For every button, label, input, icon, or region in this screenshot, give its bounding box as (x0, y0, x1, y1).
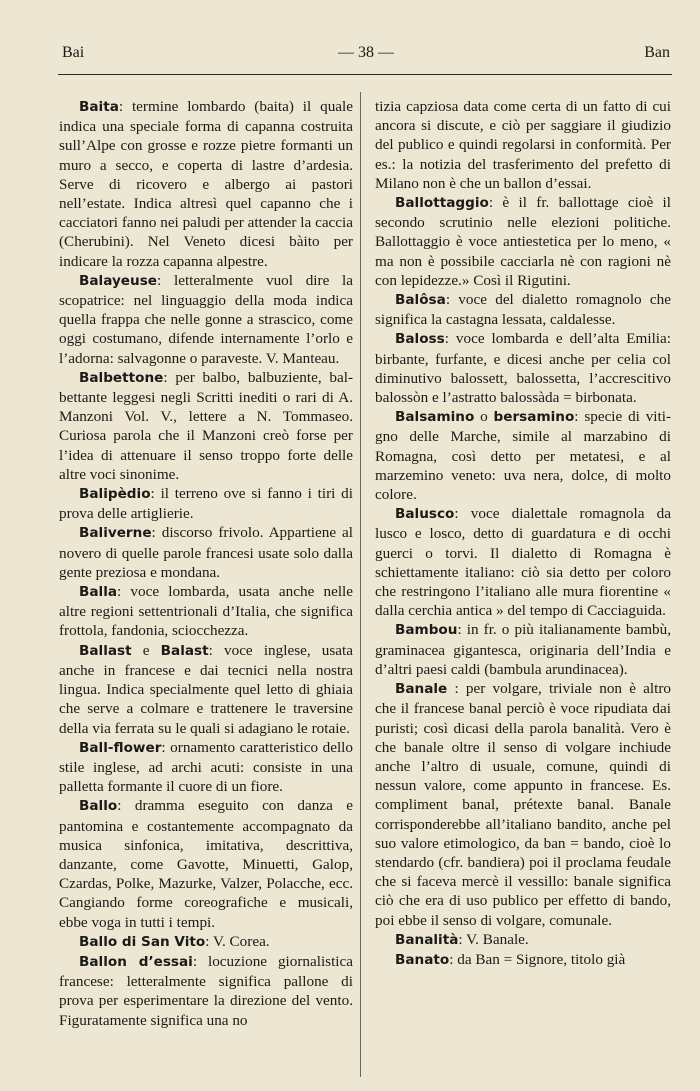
definition: : in fr. o più italianamente bambù, graminacea gigantesca, originaria dell’India e d’altri paesi caldi (bambula arundinacea). (375, 621, 671, 678)
header-rule (58, 74, 672, 75)
entry-ballo (59, 796, 353, 931)
definition: : letteralmente vuol dire la scopatrice: nel linguaggio della moda indica quella frappa che nelle gonne a strascico, come oggi costumano, difende internamente l’orlo e l’adorna: salvagonne o paraveste. V. Manteau. (59, 271, 353, 367)
entry-balla (59, 582, 353, 641)
definition: : discorso frivolo. Appartiene al novero di quelle parole francesi usate solo dalla gente preziosa e mondana. (59, 524, 353, 581)
column-divider (360, 92, 361, 1077)
definition: : voce inglese, usata anche in francese e dai tecnici nella nostra lingua. Indica specialmente quel letto di ghiaia che serve a colmare e trattenere le traversine della via ferrata su le quali si adagiano le rotaie. (59, 641, 353, 737)
definition: : voce del dialetto romagnolo che significa la castagna lessata, caldalesse. (375, 291, 671, 329)
headword-connector: o (474, 408, 494, 426)
headword: Balla (79, 584, 118, 601)
definition: : V. Corea. (205, 932, 270, 950)
entry-baliverne (59, 523, 353, 582)
headword: Bambou (395, 622, 458, 639)
entry-bambou (375, 620, 671, 679)
headword: Ballo (79, 798, 118, 815)
headword: Baloss (395, 331, 445, 348)
header-right-guide-word: Ban (644, 44, 670, 61)
definition: : locuzione giornalistica francese: letteralmente significa pallone di prova per esperimentare la direzione del vento. Figuratamente significa una no (59, 952, 354, 1029)
headword: Balusco (395, 506, 455, 523)
headword: Ballast (79, 642, 132, 659)
definition: : dramma eseguito con danza e pantomina e costantemente accompagnato da musica sinfonica, imitativa, descrittiva, danzante, come Gavotte, Minuetti, Galop, Czardas, Polke, Mazurke, Valzer, Polacche, ecc. Cangiando forme coreografiche e musicali, ebbe voga in tutti i tempi. (59, 797, 353, 931)
entry-baita (59, 97, 353, 271)
definition: tizia capziosa data come certa di un fatto di cui ancora si discute, e ciò per saggiare il giudizio del publico e quindi regolarsi in conformità. Per es.: la notizia del trasferimento del prefetto di Milano non è che un ballon d’essai. (375, 98, 671, 192)
definition: : voce lombarda e dell’alta Emilia: birbante, furfante, e dicesi anche per celia col diminutivo balossett, balossetta, l’accrescitivo balossòn e l’astratto balossàda = birbonata. (375, 330, 671, 407)
definition: : per balbo, balbuziente, balbettante leggesi negli Scritti inediti o rari di A. Manzoni Vol. V., lettere a N. Tommaseo. Curiosa parola che il Manzoni creò forse per l’idea di attenuare il senso troppo forte delle altre voci sinonime. (59, 368, 353, 483)
headword: Ballo di San Vito (79, 933, 206, 950)
headword: Balayeuse (79, 272, 158, 289)
page-number: — 38 — (338, 44, 394, 61)
definition: : voce lombarda, usata anche nelle altre regioni settentrionali d’Italia, che significa frottola, fandonia, sciocchezza. (59, 583, 353, 640)
definition: : specie di vitigno delle Marche, simile al marzabino di Romagna, così detto per metatesi, e al marzemino veneto: uva nera, dolce, di molto colore. (375, 408, 672, 504)
header-left-guide-word: Bai (62, 44, 85, 61)
headword: Balipèdio (79, 486, 151, 503)
headword: Balbettone (79, 369, 164, 386)
running-header (62, 44, 670, 68)
definition: : per volgare, triviale non è altro che il francese banal perciò è voce ripudiata dai puristi; così dicasi della parola banalità. Vero è che banale oltre il senso di volgare inchiude anche l’altro di usuale, comune, quindi di nessun valore, come appunto in francese. Es. compliment banal, prétexte banal. Banale corrisponderebbe all’italiano bandito, anche pel suo valore etimologico, da ban = bando, cioè lo stendardo (cfr. bandiera) poi il proclama feudale che si faceva mercè il vessillo: banale significa ciò che era di uso publico per effetto di bando, poi ebbe il senso di volgare, comunale. (375, 680, 671, 929)
entry-balayeuse (59, 271, 353, 368)
entry-balsamino (375, 407, 671, 504)
headword: Banale (395, 681, 448, 698)
headword: Balsamino (395, 409, 475, 426)
entry-balbettone (59, 368, 353, 484)
definition: : da Ban = Signore, titolo già (449, 950, 626, 968)
definition: : ornamento caratteristico dello stile inglese, ad archi acuti: consiste in una palletta formante il cuore di un fiore. (59, 738, 353, 796)
entry-ballottaggio (375, 193, 671, 290)
definition: : voce dialettale romagnola da lusco e losco, detto di guardatura e di occhi guerci o torvi. Il dialetto di Romagna è schiettamente italiano: ciò sia detto per coloro che restringono l’italiano alle mura fiorentine « dalla cerchia antica » del tempo di Cacciaguida. (375, 505, 671, 620)
headword: Balôsa (395, 292, 446, 309)
entry-ball-flower (59, 738, 353, 797)
entry-baloss (375, 329, 671, 407)
entry-balusco (375, 504, 671, 620)
headword: Banato (395, 951, 450, 968)
definition: : il terreno ove si fanno i tiri di prova delle artiglierie. (59, 485, 353, 523)
entry-ballon-dessai (59, 952, 353, 1030)
entry-banato (375, 950, 671, 970)
entry-balipedio (59, 484, 353, 523)
entry-balosa (375, 290, 671, 329)
right-column (375, 97, 671, 970)
entry-continuation (375, 97, 671, 193)
entry-banalita (375, 930, 671, 950)
headword: Baliverne (79, 525, 152, 542)
definition: : V. Banale. (458, 930, 529, 948)
headword: Ballon d’essai (79, 953, 193, 970)
definition: : è il fr. ballottage cioè il secondo scrutinio nelle elezioni politiche. Ballottaggio è voce antiestetica per lo meno, « ma non è possibile cacciarla nè con ragioni nè con lepidezze.» Così il Rigutini. (375, 194, 671, 289)
headword: Banalità (395, 931, 459, 948)
headword-variant: Balast (160, 642, 209, 659)
headword: Ballottaggio (395, 195, 489, 212)
entry-banale (375, 679, 671, 930)
headword: Ball-flower (79, 739, 162, 756)
headword-variant: bersamino (493, 409, 575, 426)
entry-ballo-di-san-vito (59, 932, 353, 952)
entry-ballast (59, 641, 353, 738)
left-column (59, 97, 353, 1030)
headword: Baita (79, 99, 119, 115)
definition: : termine lombardo (baita) il quale indica una speciale forma di capanna costruita sull’Alpe con grosse e rozze pietre formanti un muro a secco, e coperta di lastre d’ardesia. Serve di ricovero e albergo ai pastori nell’estate. Indica altresì quel capanno che i cacciatori fanno nei paludi per attender la caccia (Cherubini). Nel Veneto dicesi bàito per indicare la rozza capanna alpestre. (59, 98, 353, 270)
headword-connector: e (131, 641, 161, 659)
